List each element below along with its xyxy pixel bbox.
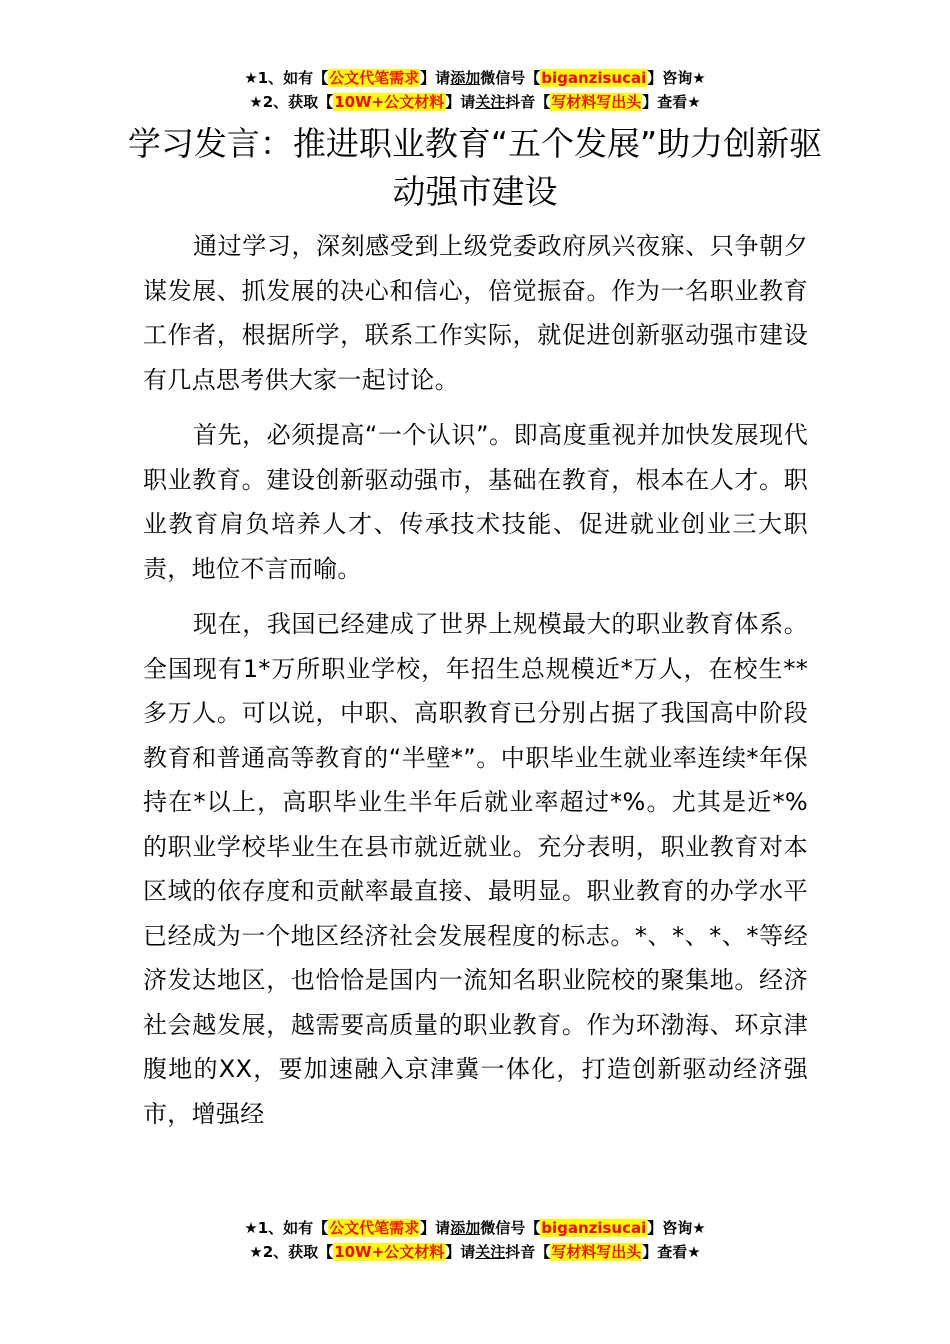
banner-text: 抖音【 xyxy=(505,93,551,111)
banner-text: 】咨询★ xyxy=(647,1219,706,1237)
banner-text: 】咨询★ xyxy=(647,69,706,87)
banner-line-1 xyxy=(0,1216,950,1240)
banner-highlight: 写材料写出头 xyxy=(551,1243,642,1261)
banner-text: 】请 xyxy=(420,69,451,87)
footer-banner xyxy=(0,1216,950,1264)
banner-text: 】请 xyxy=(420,1219,451,1237)
paragraph: 首先，必须提高“一个认识”。即高度重视并加快发展现代职业教育。建设创新驱动强市，基础在教育，根本在人才。职业教育肩负培养人才、传承技术技能、促进就业创业三大职责，地位不言而喻。 xyxy=(143,421,808,583)
banner-text: 】查看★ xyxy=(642,93,701,111)
banner-highlight: biganzisucai xyxy=(541,69,647,87)
banner-highlight: 公文代笔需求 xyxy=(329,69,420,87)
banner-text: ★1、如有【 xyxy=(244,69,329,87)
banner-emphasis: 关注 xyxy=(475,93,506,111)
banner-text: ★2、获取【 xyxy=(249,1243,334,1261)
banner-text: ★1、如有【 xyxy=(244,1219,329,1237)
document-body xyxy=(143,224,808,1147)
banner-emphasis: 添加 xyxy=(450,69,481,87)
banner-text: 】请 xyxy=(445,1243,476,1261)
banner-text: 】查看★ xyxy=(642,1243,701,1261)
banner-text: ★2、获取【 xyxy=(249,93,334,111)
banner-highlight: 10W+公文材料 xyxy=(334,93,445,111)
banner-emphasis: 关注 xyxy=(475,1243,506,1261)
banner-highlight: biganzisucai xyxy=(541,1219,647,1237)
banner-emphasis: 添加 xyxy=(450,1219,481,1237)
paragraph: 现在，我国已经建成了世界上规模最大的职业教育体系。全国现有1*万所职业学校，年招生总规模近*万人，在校生**多万人。可以说，中职、高职教育已分别占据了我国高中阶段教育和普通高等教育的“半壁*”。中职毕业生就业率连续*年保持在*以上，高职毕业生半年后就业率超过*%。尤其是近*%的职业学校毕业生在县市就近就业。充分表明，职业教育对本区域的依存度和贡献率最直接、最明显。职业教育的办学水平已经成为一个地区经济社会发展程度的标志。*、*、*、*等经济发达地区，也恰恰是国内一流知名职业院校的聚集地。经济社会越发展，越需要高质量的职业教育。作为环渤海、环京津腹地的XX，要加速融入京津冀一体化，打造创新驱动经济强市，增强经 xyxy=(143,610,808,1128)
banner-highlight: 10W+公文材料 xyxy=(334,1243,445,1261)
banner-highlight: 公文代笔需求 xyxy=(329,1219,420,1237)
document-title: 学习发言：推进职业教育“五个发展”助力创新驱动强市建设 xyxy=(127,124,823,211)
header-banner xyxy=(0,66,950,114)
banner-line-2 xyxy=(0,90,950,114)
banner-text: 微信号【 xyxy=(480,1219,541,1237)
banner-highlight: 写材料写出头 xyxy=(551,93,642,111)
banner-line-2 xyxy=(0,1240,950,1264)
banner-text: 微信号【 xyxy=(480,69,541,87)
banner-text: 抖音【 xyxy=(505,1243,551,1261)
paragraph: 通过学习，深刻感受到上级党委政府夙兴夜寐、只争朝夕谋发展、抓发展的决心和信心，倍觉振奋。作为一名职业教育工作者，根据所学，联系工作实际，就促进创新驱动强市建设有几点思考供大家一起讨论。 xyxy=(143,232,808,394)
banner-text: 】请 xyxy=(445,93,476,111)
banner-line-1 xyxy=(0,66,950,90)
